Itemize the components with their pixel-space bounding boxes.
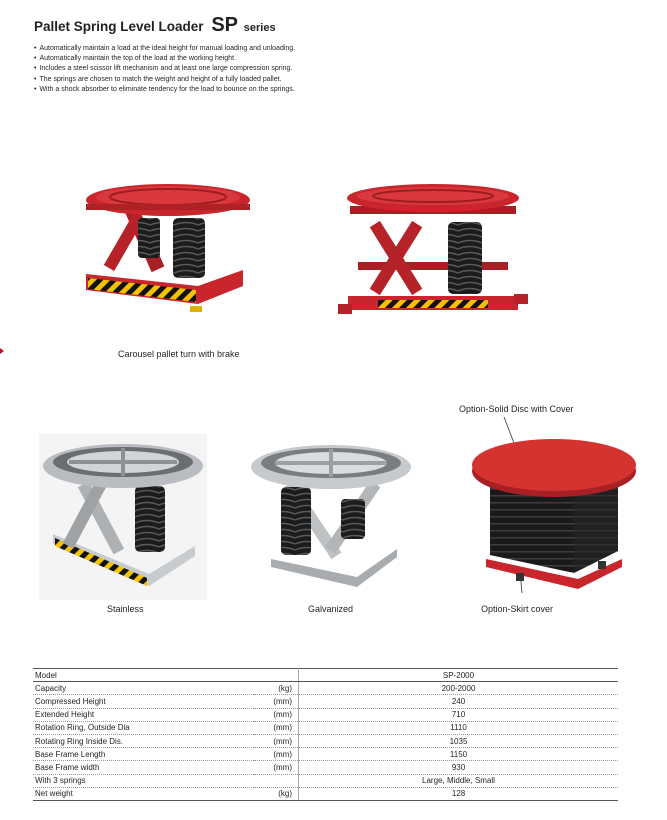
spec-value: 128	[299, 787, 619, 800]
galvanized-loader-photo	[247, 437, 415, 589]
carousel-loader-photo-front	[338, 178, 528, 328]
spec-unit: (mm)	[254, 695, 299, 708]
caption-solid-disc: Option-Solid Disc with Cover	[459, 404, 574, 414]
spec-unit: (mm)	[254, 761, 299, 774]
carousel-loader-photo-angled	[78, 178, 258, 333]
spec-unit: (mm)	[254, 721, 299, 734]
feature-item: • Automatically maintain the top of the load at the working height.	[34, 54, 295, 64]
spec-label: Extended Height	[33, 708, 254, 721]
spec-value: 200-2000	[299, 682, 619, 695]
spec-table-row	[33, 787, 618, 800]
feature-item: • Includes a steel scissor lift mechanism and at least one large compression spring.	[34, 64, 295, 74]
spec-table-row	[33, 748, 618, 761]
series-label: series	[243, 22, 276, 34]
spec-table	[33, 668, 618, 801]
spec-table-row	[33, 761, 618, 774]
caption-galvanized: Galvanized	[308, 604, 354, 614]
spec-label: Capacity	[33, 682, 254, 695]
spec-value: 240	[299, 695, 619, 708]
spec-unit: (kg)	[254, 787, 299, 800]
spec-label: Base Frame width	[33, 761, 254, 774]
spec-value: 710	[299, 708, 619, 721]
spec-value: 930	[299, 761, 619, 774]
page-marker-arrow	[0, 348, 4, 354]
spec-label: Net weight	[33, 787, 254, 800]
spec-label: With 3 springs	[33, 774, 254, 787]
spec-label: Model	[33, 669, 254, 682]
spec-table-row	[33, 721, 618, 734]
spec-label: Rotating Ring Inside Dis.	[33, 734, 254, 747]
feature-item: • The springs are chosen to match the weight and height of a fully loaded pallet.	[34, 75, 295, 85]
spec-unit: (mm)	[254, 708, 299, 721]
title-text: Pallet Spring Level Loader	[34, 19, 204, 34]
spec-unit: (kg)	[254, 682, 299, 695]
spec-label: Rotation Ring, Outside Dia	[33, 721, 254, 734]
spec-value: 1035	[299, 734, 619, 747]
spec-unit: (mm)	[254, 734, 299, 747]
spec-value: 1110	[299, 721, 619, 734]
spec-table-row	[33, 682, 618, 695]
caption-stainless: Stainless	[107, 604, 144, 614]
spec-table-row	[33, 774, 618, 787]
spec-table-row	[33, 734, 618, 747]
caption-carousel: Carousel pallet turn with brake	[118, 349, 240, 359]
spec-value: 1150	[299, 748, 619, 761]
feature-list	[34, 44, 295, 95]
spec-value: Large, Middle, Small	[299, 774, 619, 787]
feature-item: • Automatically maintain a load at the ideal height for manual loading and unloading.	[34, 44, 295, 54]
spec-unit	[254, 774, 299, 787]
page-title	[34, 14, 276, 37]
spec-unit	[254, 669, 299, 682]
spec-table-row	[33, 708, 618, 721]
spec-unit: (mm)	[254, 748, 299, 761]
spec-table-header-row	[33, 669, 618, 682]
feature-item: • With a shock absorber to eliminate tendency for the load to bounce on the springs.	[34, 85, 295, 95]
model-code: SP	[211, 14, 239, 36]
solid-disc-skirt-photo	[468, 413, 638, 598]
spec-label: Base Frame Length	[33, 748, 254, 761]
spec-value: SP-2000	[299, 669, 619, 682]
stainless-loader-photo	[39, 434, 207, 600]
spec-label: Compressed Height	[33, 695, 254, 708]
spec-table-row	[33, 695, 618, 708]
caption-skirt: Option-Skirt cover	[481, 604, 554, 614]
